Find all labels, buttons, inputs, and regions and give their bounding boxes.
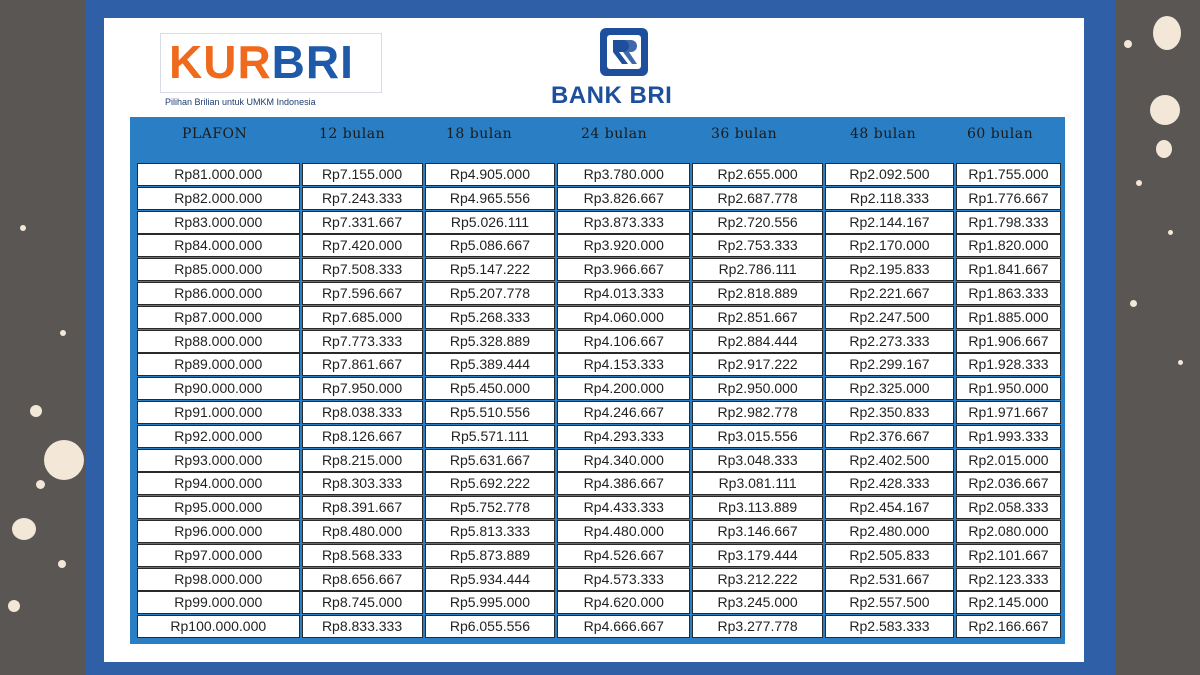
cell-12-bulan: Rp8.038.333 [302,401,423,424]
header-12-bulan: 12 bulan [319,126,386,142]
cell-24-bulan: Rp4.013.333 [557,282,690,305]
cell-36-bulan: Rp3.277.778 [692,615,823,638]
cell-18-bulan: Rp5.207.778 [425,282,556,305]
cell-48-bulan: Rp2.325.000 [825,377,954,400]
cell-48-bulan: Rp2.557.500 [825,591,954,614]
cell-24-bulan: Rp4.293.333 [557,425,690,448]
cell-plafon: Rp99.000.000 [137,591,300,614]
table-row [136,352,1062,375]
header-48-bulan: 48 bulan [850,126,917,142]
cell-plafon: Rp97.000.000 [137,544,300,567]
cell-plafon: Rp82.000.000 [137,187,300,210]
cell-12-bulan: Rp7.773.333 [302,330,423,353]
table-row [136,519,1062,542]
cell-48-bulan: Rp2.144.167 [825,211,954,234]
cell-12-bulan: Rp7.243.333 [302,187,423,210]
kur-bri-logo [160,33,382,93]
cell-24-bulan: Rp3.920.000 [557,234,690,257]
cell-plafon: Rp91.000.000 [137,401,300,424]
cell-18-bulan: Rp4.905.000 [425,163,556,186]
cell-24-bulan: Rp4.620.000 [557,591,690,614]
cell-60-bulan: Rp1.950.000 [956,377,1061,400]
cell-24-bulan: Rp3.873.333 [557,211,690,234]
cell-12-bulan: Rp8.656.667 [302,568,423,591]
table-row [136,400,1062,423]
cell-plafon: Rp85.000.000 [137,258,300,281]
cell-36-bulan: Rp3.015.556 [692,425,823,448]
cell-12-bulan: Rp8.833.333 [302,615,423,638]
cell-48-bulan: Rp2.273.333 [825,330,954,353]
cell-plafon: Rp93.000.000 [137,449,300,472]
cell-plafon: Rp86.000.000 [137,282,300,305]
cell-plafon: Rp94.000.000 [137,472,300,495]
cell-48-bulan: Rp2.247.500 [825,306,954,329]
cell-12-bulan: Rp8.391.667 [302,496,423,519]
cell-18-bulan: Rp5.147.222 [425,258,556,281]
cell-60-bulan: Rp1.776.667 [956,187,1061,210]
cell-12-bulan: Rp8.126.667 [302,425,423,448]
cell-12-bulan: Rp8.215.000 [302,449,423,472]
cell-18-bulan: Rp5.873.889 [425,544,556,567]
cell-24-bulan: Rp4.200.000 [557,377,690,400]
cell-60-bulan: Rp1.863.333 [956,282,1061,305]
cell-60-bulan: Rp1.798.333 [956,211,1061,234]
cell-48-bulan: Rp2.428.333 [825,472,954,495]
header-36-bulan: 36 bulan [711,126,778,142]
cell-18-bulan: Rp5.752.778 [425,496,556,519]
cell-18-bulan: Rp5.813.333 [425,520,556,543]
cell-60-bulan: Rp2.123.333 [956,568,1061,591]
cell-48-bulan: Rp2.402.500 [825,449,954,472]
cell-24-bulan: Rp4.666.667 [557,615,690,638]
cell-18-bulan: Rp5.571.111 [425,425,556,448]
cell-plafon: Rp96.000.000 [137,520,300,543]
cell-18-bulan: Rp5.450.000 [425,377,556,400]
cell-12-bulan: Rp8.568.333 [302,544,423,567]
cell-12-bulan: Rp7.950.000 [302,377,423,400]
cell-plafon: Rp90.000.000 [137,377,300,400]
table-row [136,543,1062,566]
cell-48-bulan: Rp2.350.833 [825,401,954,424]
cell-24-bulan: Rp4.340.000 [557,449,690,472]
cell-18-bulan: Rp5.631.667 [425,449,556,472]
cell-60-bulan: Rp2.080.000 [956,520,1061,543]
table-row [136,590,1062,613]
table-row [136,376,1062,399]
cell-60-bulan: Rp2.058.333 [956,496,1061,519]
table-row [136,162,1062,185]
cell-12-bulan: Rp8.303.333 [302,472,423,495]
cell-18-bulan: Rp5.086.667 [425,234,556,257]
cell-60-bulan: Rp2.015.000 [956,449,1061,472]
cell-48-bulan: Rp2.221.667 [825,282,954,305]
cell-plafon: Rp100.000.000 [137,615,300,638]
cell-60-bulan: Rp2.166.667 [956,615,1061,638]
cell-60-bulan: Rp1.885.000 [956,306,1061,329]
kur-logo-suffix: BRI [271,36,354,88]
cell-18-bulan: Rp4.965.556 [425,187,556,210]
cell-plafon: Rp92.000.000 [137,425,300,448]
cell-18-bulan: Rp5.934.444 [425,568,556,591]
cell-plafon: Rp95.000.000 [137,496,300,519]
cell-18-bulan: Rp6.055.556 [425,615,556,638]
cell-60-bulan: Rp1.993.333 [956,425,1061,448]
cell-plafon: Rp84.000.000 [137,234,300,257]
table-row [136,233,1062,256]
cell-36-bulan: Rp2.884.444 [692,330,823,353]
cell-48-bulan: Rp2.299.167 [825,353,954,376]
cell-60-bulan: Rp1.971.667 [956,401,1061,424]
cell-36-bulan: Rp3.245.000 [692,591,823,614]
cell-18-bulan: Rp5.268.333 [425,306,556,329]
cell-24-bulan: Rp4.573.333 [557,568,690,591]
table-row [136,210,1062,233]
cell-36-bulan: Rp2.753.333 [692,234,823,257]
cell-24-bulan: Rp4.433.333 [557,496,690,519]
cell-36-bulan: Rp2.720.556 [692,211,823,234]
cell-48-bulan: Rp2.583.333 [825,615,954,638]
cell-60-bulan: Rp2.036.667 [956,472,1061,495]
kur-tagline: Pilihan Brilian untuk UMKM Indonesia [165,97,316,107]
header-60-bulan: 60 bulan [967,126,1034,142]
cell-60-bulan: Rp1.906.667 [956,330,1061,353]
cell-12-bulan: Rp7.685.000 [302,306,423,329]
cell-36-bulan: Rp3.179.444 [692,544,823,567]
table-row [136,305,1062,328]
header-24-bulan: 24 bulan [581,126,648,142]
cell-60-bulan: Rp1.755.000 [956,163,1061,186]
cell-48-bulan: Rp2.454.167 [825,496,954,519]
cell-12-bulan: Rp7.508.333 [302,258,423,281]
cell-24-bulan: Rp4.106.667 [557,330,690,353]
table-row [136,424,1062,447]
cell-24-bulan: Rp4.480.000 [557,520,690,543]
cell-36-bulan: Rp2.917.222 [692,353,823,376]
cell-60-bulan: Rp1.820.000 [956,234,1061,257]
cell-36-bulan: Rp2.655.000 [692,163,823,186]
cell-24-bulan: Rp3.780.000 [557,163,690,186]
table-row [136,614,1062,637]
cell-60-bulan: Rp1.928.333 [956,353,1061,376]
cell-24-bulan: Rp3.826.667 [557,187,690,210]
cell-12-bulan: Rp8.480.000 [302,520,423,543]
cell-24-bulan: Rp4.526.667 [557,544,690,567]
cell-12-bulan: Rp7.331.667 [302,211,423,234]
cell-36-bulan: Rp2.818.889 [692,282,823,305]
cell-48-bulan: Rp2.118.333 [825,187,954,210]
cell-24-bulan: Rp4.153.333 [557,353,690,376]
cell-36-bulan: Rp3.081.111 [692,472,823,495]
cell-36-bulan: Rp3.048.333 [692,449,823,472]
cell-36-bulan: Rp2.851.667 [692,306,823,329]
cell-12-bulan: Rp7.596.667 [302,282,423,305]
cell-18-bulan: Rp5.026.111 [425,211,556,234]
cell-36-bulan: Rp2.786.111 [692,258,823,281]
cell-60-bulan: Rp2.145.000 [956,591,1061,614]
cell-36-bulan: Rp2.687.778 [692,187,823,210]
cell-plafon: Rp83.000.000 [137,211,300,234]
cell-12-bulan: Rp8.745.000 [302,591,423,614]
cell-48-bulan: Rp2.505.833 [825,544,954,567]
cell-48-bulan: Rp2.480.000 [825,520,954,543]
cell-36-bulan: Rp2.982.778 [692,401,823,424]
table-row [136,448,1062,471]
cell-36-bulan: Rp3.113.889 [692,496,823,519]
kur-logo-prefix: KUR [169,36,272,88]
table-row [136,567,1062,590]
cell-48-bulan: Rp2.092.500 [825,163,954,186]
bri-logo-icon [598,26,650,78]
cell-plafon: Rp98.000.000 [137,568,300,591]
table-row [136,329,1062,352]
cell-12-bulan: Rp7.861.667 [302,353,423,376]
cell-12-bulan: Rp7.420.000 [302,234,423,257]
cell-24-bulan: Rp4.246.667 [557,401,690,424]
cell-48-bulan: Rp2.376.667 [825,425,954,448]
cell-36-bulan: Rp3.146.667 [692,520,823,543]
table-row [136,281,1062,304]
cell-plafon: Rp89.000.000 [137,353,300,376]
cell-48-bulan: Rp2.195.833 [825,258,954,281]
cell-48-bulan: Rp2.531.667 [825,568,954,591]
cell-18-bulan: Rp5.328.889 [425,330,556,353]
cell-plafon: Rp81.000.000 [137,163,300,186]
cell-18-bulan: Rp5.389.444 [425,353,556,376]
cell-12-bulan: Rp7.155.000 [302,163,423,186]
cell-60-bulan: Rp1.841.667 [956,258,1061,281]
cell-18-bulan: Rp5.995.000 [425,591,556,614]
table-row [136,257,1062,280]
bank-name: BANK BRI [551,82,673,109]
cell-18-bulan: Rp5.692.222 [425,472,556,495]
cell-plafon: Rp88.000.000 [137,330,300,353]
cell-24-bulan: Rp4.386.667 [557,472,690,495]
cell-60-bulan: Rp2.101.667 [956,544,1061,567]
cell-24-bulan: Rp3.966.667 [557,258,690,281]
cell-36-bulan: Rp3.212.222 [692,568,823,591]
header-plafon: PLAFON [182,126,248,142]
cell-18-bulan: Rp5.510.556 [425,401,556,424]
header-18-bulan: 18 bulan [446,126,513,142]
table-row [136,186,1062,209]
table-row [136,471,1062,494]
table-row [136,495,1062,518]
cell-48-bulan: Rp2.170.000 [825,234,954,257]
cell-plafon: Rp87.000.000 [137,306,300,329]
cell-24-bulan: Rp4.060.000 [557,306,690,329]
cell-36-bulan: Rp2.950.000 [692,377,823,400]
